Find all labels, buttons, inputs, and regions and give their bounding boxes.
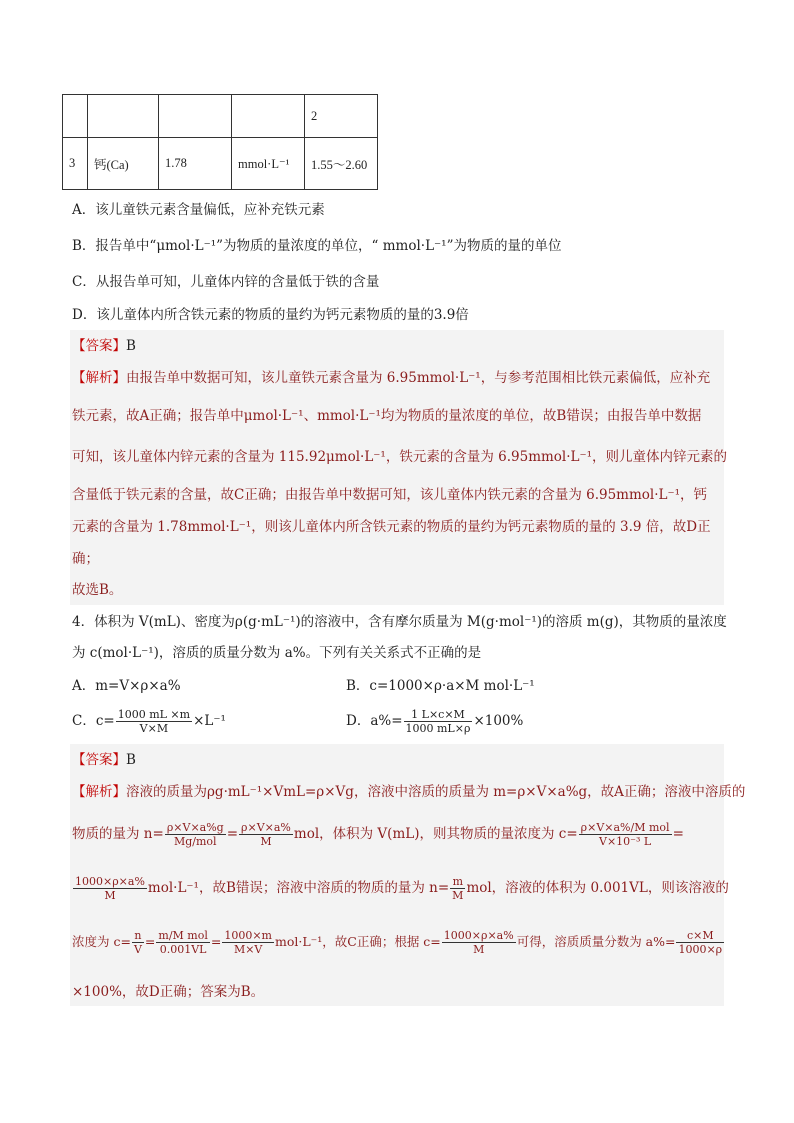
fraction xyxy=(450,875,465,902)
text-seg: = xyxy=(226,826,239,842)
analysis-line-3: 可知，该儿童体内锌元素的含量为 115.92μmol·L⁻¹，铁元素的含量为 6.95mmol·L⁻¹，则儿童体内锌元素的 xyxy=(72,449,728,465)
fraction-denominator: 0.001VL xyxy=(159,943,207,956)
q4-analysis-line-5: ×100%，故D正确；答案为B。 xyxy=(72,984,265,1000)
text-seg: mol，溶液的体积为 0.001VL，则该溶液的 xyxy=(466,880,729,896)
analysis-line-5: 元素的含量为 1.78mmol·L⁻¹，则该儿童体内所含铁元素的物质的量约为钙元素物质的量的 3.9 倍，故D正 xyxy=(72,519,711,535)
option-c-prefix: C．c= xyxy=(72,713,115,729)
fraction-numerator: 1000×ρ×a% xyxy=(75,875,145,888)
answer-tag: 【答案】 xyxy=(72,338,126,354)
q4-analysis-line-1 xyxy=(72,782,745,802)
table-cell xyxy=(63,95,88,138)
text-seg: 物质的量为 n= xyxy=(72,826,164,842)
option-d-suffix: ×100% xyxy=(473,713,524,729)
answer-line xyxy=(72,750,136,770)
option-b: B．报告单中“μmol·L⁻¹”为物质的量浓度的单位，“ mmol·L⁻¹”为物质的量的单位 xyxy=(72,238,562,254)
option-d: D．该儿童体内所含铁元素的物质的量约为钙元素物质的量的3.9倍 xyxy=(72,307,469,323)
fraction-numerator: n xyxy=(132,929,144,943)
report-table xyxy=(62,94,378,190)
fraction-denominator: 1000 mL×ρ xyxy=(405,722,471,735)
fraction xyxy=(442,929,516,956)
table-cell-value: 1.78 xyxy=(159,138,232,190)
fraction-denominator: V×M xyxy=(139,722,169,735)
fraction xyxy=(73,875,147,902)
fraction-denominator: 1000×ρ xyxy=(678,943,723,956)
text-seg: mol，体积为 V(mL)，则其物质的量浓度为 c= xyxy=(293,826,578,842)
table-cell-item: 钙(Ca) xyxy=(88,138,159,190)
text-seg: = xyxy=(144,934,156,949)
fraction-denominator: M xyxy=(473,943,485,956)
fraction xyxy=(579,821,672,848)
fraction-numerator: 1000×ρ×a% xyxy=(443,929,514,942)
table-cell xyxy=(232,95,305,138)
table-cell-no: 3 xyxy=(63,138,88,190)
table-row xyxy=(63,95,378,138)
table-cell xyxy=(159,95,232,138)
q4-stem-line-2: 为 c(mol·L⁻¹)，溶质的质量分数为 a%。下列有关关系式不正确的是 xyxy=(72,645,482,661)
analysis-line-4: 含量低于铁元素的含量，故C正确；由报告单中数据可知，该儿童体内铁元素的含量为 6.95mmol·L⁻¹，钙 xyxy=(72,487,708,503)
fraction-numerator: 1000 mL ×m xyxy=(117,708,191,721)
answer-value: B xyxy=(126,338,136,354)
fraction-numerator: m/M mol xyxy=(158,929,208,942)
fraction xyxy=(404,708,473,735)
fraction xyxy=(165,821,226,848)
analysis-line-6: 确； xyxy=(72,551,99,567)
text-seg: mol·L⁻¹，故C正确；根据 c= xyxy=(275,934,441,949)
text-seg: = xyxy=(672,826,684,842)
answer-value: B xyxy=(126,752,136,768)
table-cell-unit: mmol·L⁻¹ xyxy=(232,138,305,190)
fraction-denominator: V xyxy=(133,943,142,956)
fraction-numerator: 1000×m xyxy=(224,929,272,942)
q4-option-a: A．m=V×ρ×a% xyxy=(72,678,181,694)
answer-line xyxy=(72,336,136,356)
option-c-suffix: ×L⁻¹ xyxy=(193,713,226,729)
text-seg: 可得，溶质质量分数为 a%= xyxy=(516,934,676,949)
fraction-denominator: Mg/mol xyxy=(173,835,217,848)
fraction-numerator: ρ×V×a% xyxy=(241,821,291,834)
text-seg: mol·L⁻¹，故B错误；溶液中溶质的物质的量为 n= xyxy=(147,880,450,896)
fraction xyxy=(132,929,144,956)
answer-tag: 【答案】 xyxy=(72,752,126,768)
fraction-denominator: V×10⁻³ L xyxy=(599,835,652,848)
fraction-numerator: ρ×V×a%/M mol xyxy=(580,821,670,834)
option-c: C．从报告单可知，儿童体内锌的含量低于铁的含量 xyxy=(72,274,380,290)
q4-analysis-line-2 xyxy=(72,816,684,852)
fraction-numerator: m xyxy=(450,875,465,889)
option-a: A．该儿童铁元素含量偏低，应补充铁元素 xyxy=(72,202,325,218)
fraction xyxy=(222,929,274,956)
fraction-denominator: M xyxy=(104,889,116,902)
table-cell: 2 xyxy=(305,95,378,138)
text-seg: 浓度为 c= xyxy=(72,934,131,949)
table-row xyxy=(63,138,378,190)
fraction xyxy=(239,821,293,848)
fraction-denominator: M×V xyxy=(233,943,263,956)
fraction-numerator: ρ×V×a%g xyxy=(166,821,224,834)
fraction xyxy=(116,708,192,735)
q4-option-b: B．c=1000×ρ·a×M mol·L⁻¹ xyxy=(346,678,535,694)
analysis-tag: 【解析】 xyxy=(72,370,126,386)
q4-stem-line-1: 4．体积为 V(mL)、密度为ρ(g·mL⁻¹)的溶液中，含有摩尔质量为 M(g·mol⁻¹)的溶质 m(g)，其物质的量浓度 xyxy=(72,614,727,630)
fraction xyxy=(156,929,209,956)
analysis-text: 溶液的质量为ρg·mL⁻¹×VmL=ρ×Vg，溶液中溶质的质量为 m=ρ×V×a%g，故A正确；溶液中溶质的 xyxy=(126,784,746,800)
fraction-denominator: M xyxy=(452,889,464,902)
q4-option-c xyxy=(72,706,226,736)
analysis-line-1 xyxy=(72,368,710,388)
table-cell-range: 1.55～2.60 xyxy=(305,138,378,190)
option-d-prefix: D．a%= xyxy=(346,713,403,729)
table-cell xyxy=(88,95,159,138)
q4-analysis-line-3 xyxy=(72,870,729,906)
analysis-line-7: 故选B。 xyxy=(72,582,123,598)
fraction-numerator: c×M xyxy=(676,929,724,943)
text-seg: = xyxy=(210,934,222,949)
fraction-denominator: M xyxy=(260,835,272,848)
q4-option-d xyxy=(346,706,523,736)
fraction-numerator: 1 L×c×M xyxy=(404,708,473,722)
q4-analysis-line-4 xyxy=(72,922,725,962)
fraction xyxy=(676,929,724,956)
analysis-text: 由报告单中数据可知，该儿童铁元素含量为 6.95mmol·L⁻¹，与参考范围相比铁元素偏低，应补充 xyxy=(126,370,711,386)
analysis-line-2: 铁元素，故A正确；报告单中μmol·L⁻¹、mmol·L⁻¹均为物质的量浓度的单位，故B错误；由报告单中数据 xyxy=(72,408,702,424)
analysis-tag: 【解析】 xyxy=(72,784,126,800)
